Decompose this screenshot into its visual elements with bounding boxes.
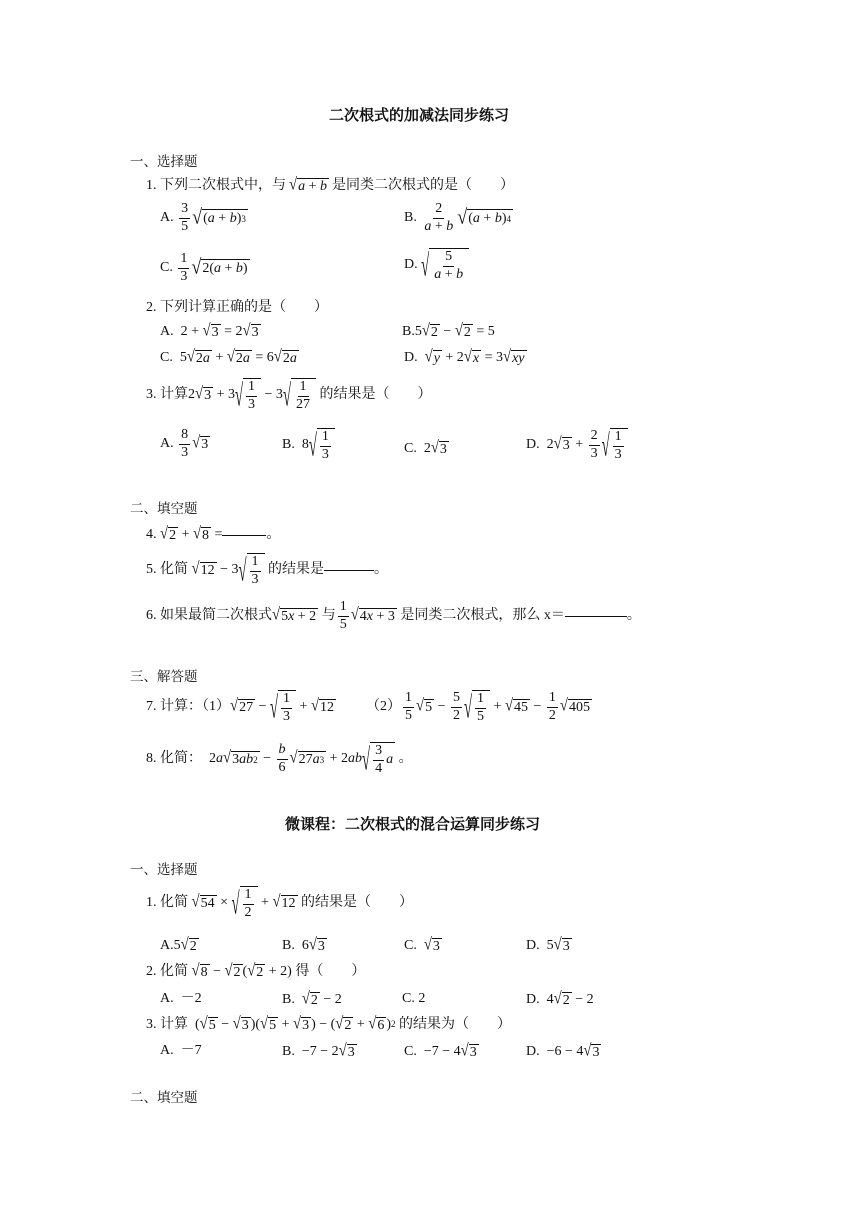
page2-section-heading-choice: 一、选择题: [130, 862, 198, 878]
section-heading-fill: 二、填空题: [130, 501, 198, 517]
page2-question-1-text: 1. 化简: [146, 895, 188, 911]
question-5-tail: 的结果是: [268, 562, 325, 578]
question-6-tail: 是同类二次根式，那么 x＝: [400, 608, 565, 624]
page2-option-1a[interactable]: A. 5 √ 2: [160, 935, 197, 955]
question-4: 4. √ 2 + √ 8 = 。: [146, 524, 281, 544]
option-3b[interactable]: B. 8 √ $\frac{1}{3}$: [282, 428, 335, 462]
question-5: 5. 化简 √ 12 − 3 √ $\frac{1}{3}$ 的结果是 。: [146, 554, 389, 588]
option-1c[interactable]: C. $\frac{1}{3}$ √ 2( a + b ): [160, 251, 248, 284]
option-1a[interactable]: A. $\frac{3}{5}$ √ ( a + b ) 3: [160, 201, 246, 234]
page2-option-1b[interactable]: B. 6 √ 3: [282, 935, 325, 955]
option-label: D.: [526, 992, 540, 1007]
option-3a[interactable]: A. $\frac{8}{3}$ √ 3: [160, 427, 209, 460]
question-3: 3. 计算 2 √ 3 + 3 √ $\frac{1}{3}$ − 3 √ $\frac{1}{27}$ 的结果是（ ）: [146, 379, 432, 413]
section-heading-solve: 三、解答题: [130, 669, 198, 685]
option-label: D.: [526, 938, 540, 953]
question-1: 1. 下列二次根式中，与 √ a + b 是同类二次根式的是（ ）: [146, 175, 514, 195]
page2-question-2-text: 2. 化简: [146, 964, 188, 979]
page2-section-heading-fill: 二、填空题: [130, 1090, 198, 1106]
question-4-tail: 。: [266, 527, 281, 542]
page2-option-1c[interactable]: C. √ 3: [404, 935, 440, 955]
question-6-end: 。: [626, 608, 641, 624]
page2-option-3b[interactable]: B. −7 − 2 √ 3: [282, 1041, 355, 1061]
page2-question-1: 1. 化简 √ 54 × √ $\frac{1}{2}$ + √ 12 的结果是（ ）: [146, 887, 413, 921]
option-value: 2: [418, 991, 426, 1006]
option-2d[interactable]: D. √ y + 2 √ x = 3 √ xy: [404, 347, 525, 367]
page2-option-1d[interactable]: D. 5 √ 3: [526, 935, 570, 955]
question-4-number: 4.: [146, 527, 157, 542]
question-7-part2: （2）: [366, 699, 401, 715]
option-label: A.: [160, 1043, 174, 1058]
option-label: C.: [160, 350, 173, 365]
option-2c[interactable]: C. 5 √ 2 a + √ 2 a = 6 √ 2 a: [160, 347, 297, 367]
question-8-end: 。: [398, 751, 413, 767]
option-value: －2: [180, 991, 202, 1006]
section-heading-choice: 一、选择题: [130, 154, 198, 170]
page2-option-3c[interactable]: C. −7 − 4 √ 3: [404, 1041, 477, 1061]
page2-question-1-tail: 的结果是（ ）: [301, 895, 413, 911]
page2-title: 微课程：二次根式的混合运算同步练习: [285, 815, 541, 833]
question-3-text: 3. 计算: [146, 387, 188, 403]
question-5-end: 。: [374, 562, 389, 578]
option-label: B.: [282, 1044, 295, 1059]
option-label: C.: [160, 260, 173, 276]
page-title: 二次根式的加减法同步练习: [329, 106, 510, 124]
option-label: A.: [160, 938, 174, 953]
answer-blank-6[interactable]: [565, 616, 627, 617]
option-label: D.: [526, 437, 540, 453]
question-6-mid: 与: [321, 608, 336, 624]
question-5-text: 5. 化简: [146, 562, 188, 578]
option-2b[interactable]: B. 5 √ 2 − √ 2 = 5: [402, 321, 495, 341]
option-label: A.: [160, 210, 174, 226]
option-3c[interactable]: C. 2 √ 3: [404, 438, 447, 458]
question-6-text: 6. 如果最简二次根式: [146, 608, 272, 624]
page2-option-2a[interactable]: [160, 992, 202, 1006]
page2-question-3: 3. 计算 ( √ 5 − √ 3 )( √ 5 + √ 3 ) − ( √ 2 + √ 6 ) 2 的结果为（ ）: [146, 1014, 512, 1034]
question-7: 7. 计算：（1） √ 27 − √ $\frac{1}{3}$ + √ 12 （2） $\frac{1}{5}$ √ 5 − $\frac{5}{2}$ √ $\frac{1}{5}$ + √ 45 − $\frac{1}{2}$ √ 405: [146, 690, 590, 725]
question-1-text: 1. 下列二次根式中，与: [146, 178, 286, 193]
question-6: 6. 如果最简二次根式 √ 5 x + 2 与 $\frac{1}{5}$ √ 4 x + 3 是同类二次根式，那么 x＝ 。: [146, 599, 641, 632]
page2-question-3-tail: 的结果为（ ）: [399, 1017, 512, 1032]
option-label: C.: [404, 441, 417, 456]
option-label: C.: [404, 1044, 417, 1059]
page2-option-2b[interactable]: B. √ 2 − 2: [282, 989, 342, 1009]
answer-blank-5[interactable]: [324, 570, 374, 571]
option-1d[interactable]: D. √ $\frac{5}{a + b}$: [404, 248, 469, 282]
option-label: C.: [402, 991, 415, 1006]
option-label: B.: [282, 992, 295, 1007]
option-label: D.: [404, 257, 418, 273]
option-label: A.: [160, 991, 174, 1006]
page2-option-3d[interactable]: D. −6 − 4 √ 3: [526, 1041, 600, 1061]
question-8: 8. 化简： 2 a √ 3 ab 2 − $\frac{b}{6}$ √ 27 a 3 + 2 ab √ $\frac{3}{4}$ a 。: [146, 742, 413, 777]
question-2: 2. 下列计算正确的是（ ）: [146, 300, 328, 315]
option-value: －7: [180, 1043, 202, 1058]
page2-question-2-tail: 得（ ）: [295, 964, 366, 979]
page2-question-3-text: 3. 计算: [146, 1017, 188, 1032]
option-label: B.: [402, 324, 415, 339]
option-label: B.: [282, 437, 295, 453]
page2-option-3a[interactable]: [160, 1044, 202, 1058]
option-label: A.: [160, 324, 174, 339]
option-label: B.: [404, 210, 417, 226]
question-7-text: 7. 计算：（1）: [146, 699, 230, 715]
page2-option-2c[interactable]: [402, 992, 425, 1006]
question-1-tail: 是同类二次根式的是（ ）: [331, 178, 514, 193]
option-label: D.: [526, 1044, 540, 1059]
option-label: B.: [282, 938, 295, 953]
option-2a[interactable]: A. 2 + √ 3 = 2 √ 3: [160, 321, 259, 341]
page2-question-2: 2. 化简 √ 8 − √ 2 ( √ 2 + 2) 得（ ）: [146, 961, 366, 981]
question-3-tail: 的结果是（ ）: [319, 387, 432, 403]
option-label: C.: [404, 938, 417, 953]
option-label: D.: [404, 350, 418, 365]
option-3d[interactable]: D. 2 √ 3 + $\frac{2}{3}$ √ $\frac{1}{3}$: [526, 428, 628, 462]
option-1b[interactable]: B. $\frac{2}{a + b}$ √ ( a + b ) 4: [404, 201, 512, 234]
question-8-text: 8. 化简：: [146, 751, 202, 767]
page2-option-2d[interactable]: D. 4 √ 2 − 2: [526, 989, 594, 1009]
option-label: A.: [160, 436, 174, 452]
